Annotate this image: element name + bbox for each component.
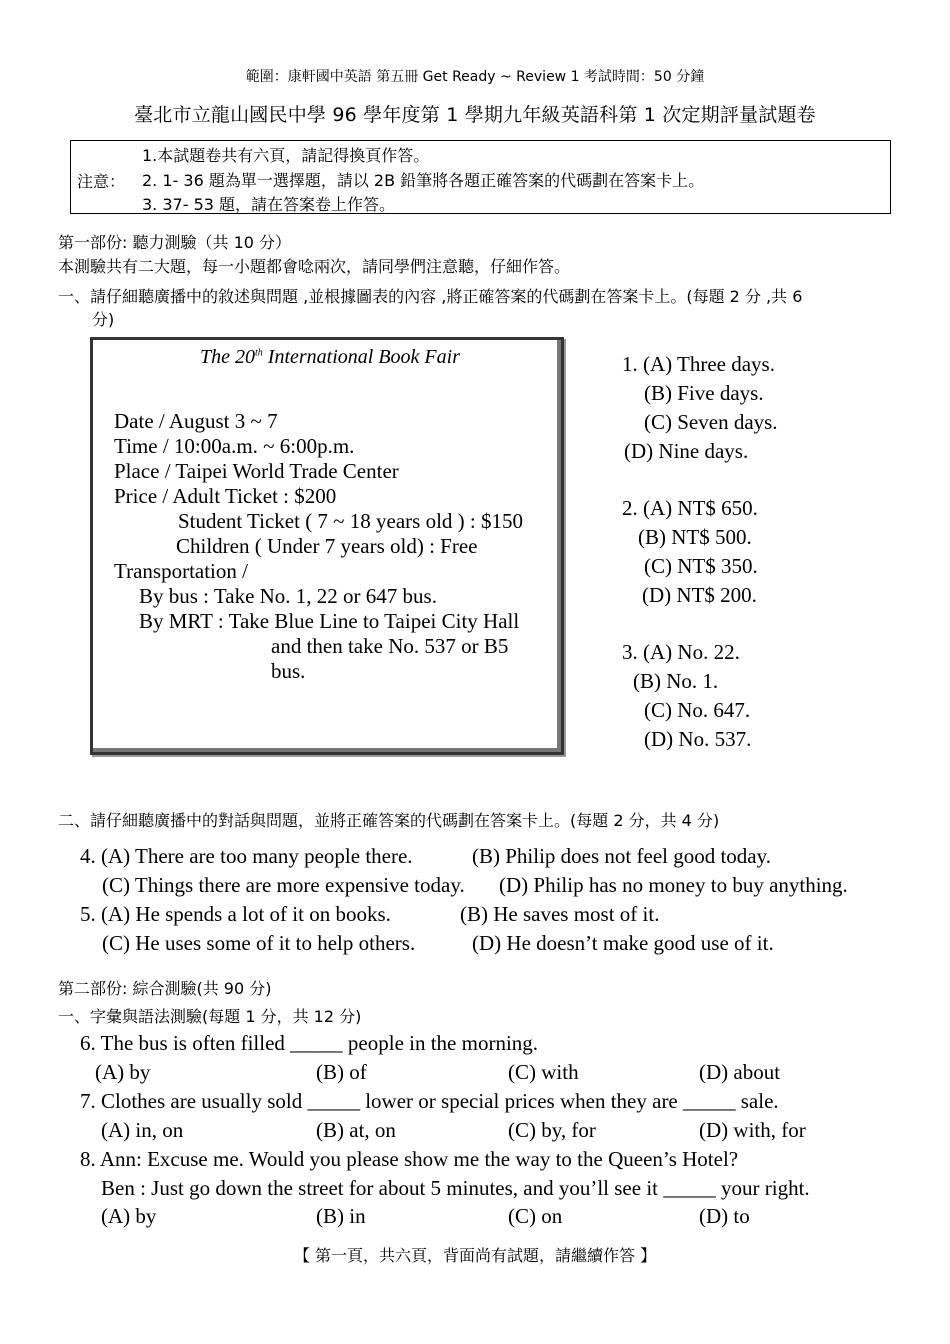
notice-line-3: 3. 37- 53 題，請在答案卷上作答。 [142,195,396,214]
poster-price-adult: Price / Adult Ticket : $200 [114,484,337,508]
q5-option-d: (D) He doesn’t make good use of it. [472,931,774,955]
part1-intro: 本測驗共有二大題，每一小題都會唸兩次，請同學們注意聽，仔細作答。 [58,257,571,276]
q6-option-b: (B) of [316,1060,367,1084]
notice-line-1: 1.本試題卷共有六頁，請記得換頁作答。 [142,146,430,165]
q2-option-b: (B) NT$ 500. [638,525,752,549]
q8-option-d: (D) to [699,1204,750,1228]
notice-label: 注意： [77,172,126,191]
exam-title: 臺北市立龍山國民中學 96 學年度第 1 學期九年級英語科第 1 次定期評量試題卷 [134,104,816,126]
q5-option-b: (B) He saves most of it. [460,902,660,926]
q3-option-d: (D) No. 537. [644,727,752,751]
poster-title: The 20th International Book Fair [200,346,460,368]
poster-price-children: Children ( Under 7 years old) : Free [176,534,478,558]
q2-option-d: (D) NT$ 200. [642,583,757,607]
poster-time: Time / 10:00a.m. ~ 6:00p.m. [114,434,355,458]
poster-date: Date / August 3 ~ 7 [114,409,278,433]
q4-option-d: (D) Philip has no money to buy anything. [499,873,848,897]
poster-place: Place / Taipei World Trade Center [114,459,399,483]
poster-by-mrt-cont2: bus. [271,659,306,683]
q8-stem: 8. Ann: Excuse me. Would you please show me the way to the Queen’s Hotel? [80,1147,739,1171]
q4-option-b: (B) Philip does not feel good today. [472,844,772,868]
poster-by-mrt: By MRT : Take Blue Line to Taipei City Hall [139,609,520,633]
q8-reply: Ben : Just go down the street for about 5 minutes, and you’ll see it _____ your right. [101,1176,810,1200]
q6-option-d: (D) about [699,1060,781,1084]
q2-option-a: 2. (A) NT$ 650. [622,496,758,520]
poster-price-student: Student Ticket ( 7 ~ 18 years old ) : $150 [178,509,524,533]
q8-option-a: (A) by [101,1204,157,1228]
q7-option-a: (A) in, on [101,1118,184,1142]
q7-option-b: (B) at, on [316,1118,396,1142]
book-fair-poster [90,337,564,755]
part1-heading: 第一部份: 聽力測驗（共 10 分） [58,233,292,252]
notice-box [70,140,891,214]
part2-heading: 第二部份: 綜合測驗(共 90 分) [58,979,272,998]
q3-option-c: (C) No. 647. [644,698,751,722]
part1-section2-instruction: 二、請仔細聽廣播中的對話與問題，並將正確答案的代碼劃在答案卡上。(每題 2 分，共 4 分) [58,811,720,830]
q5-option-a: 5. (A) He spends a lot of it on books. [80,902,391,926]
q4-option-c: (C) Things there are more expensive today. [102,873,465,897]
q1-option-b: (B) Five days. [644,381,764,405]
poster-transportation: Transportation / [114,559,248,583]
q4-option-a: 4. (A) There are too many people there. [80,844,413,868]
q1-option-d: (D) Nine days. [624,439,749,463]
part1-section1-instruction: 一、請仔細聽廣播中的敘述與問題 ,並根據圖表的內容 ,將正確答案的代碼劃在答案卡上。(每題 2 分 ,共 6 [58,287,803,306]
q3-option-b: (B) No. 1. [633,669,719,693]
poster-by-bus: By bus : Take No. 1, 22 or 647 bus. [139,584,437,608]
q7-option-d: (D) with, for [699,1118,806,1142]
notice-line-2: 2. 1- 36 題為單一選擇題，請以 2B 鉛筆將各題正確答案的代碼劃在答案卡上。 [142,171,705,190]
q3-option-a: 3. (A) No. 22. [622,640,740,664]
q2-option-c: (C) NT$ 350. [644,554,758,578]
part1-section1-instruction-cont: 分) [92,310,115,329]
q7-option-c: (C) by, for [508,1118,596,1142]
q6-option-a: (A) by [95,1060,151,1084]
page-footer: 【 第一頁，共六頁，背面尚有試題，請繼續作答 】 [293,1246,657,1265]
q1-option-a: 1. (A) Three days. [622,352,775,376]
part2-section1-instruction: 一、字彙與語法測驗(每題 1 分，共 12 分) [58,1007,362,1026]
q6-option-c: (C) with [508,1060,579,1084]
q8-option-b: (B) in [316,1204,366,1228]
q5-option-c: (C) He uses some of it to help others. [102,931,416,955]
q6-stem: 6. The bus is often filled _____ people in the morning. [80,1031,539,1055]
q7-stem: 7. Clothes are usually sold _____ lower or special prices when they are _____ sale. [80,1089,779,1113]
exam-range-header: 範圍：康軒國中英語 第五冊 Get Ready ~ Review 1 考試時間：50 分鐘 [245,69,705,85]
q1-option-c: (C) Seven days. [644,410,778,434]
q8-option-c: (C) on [508,1204,563,1228]
poster-by-mrt-cont: and then take No. 537 or B5 [271,634,509,658]
